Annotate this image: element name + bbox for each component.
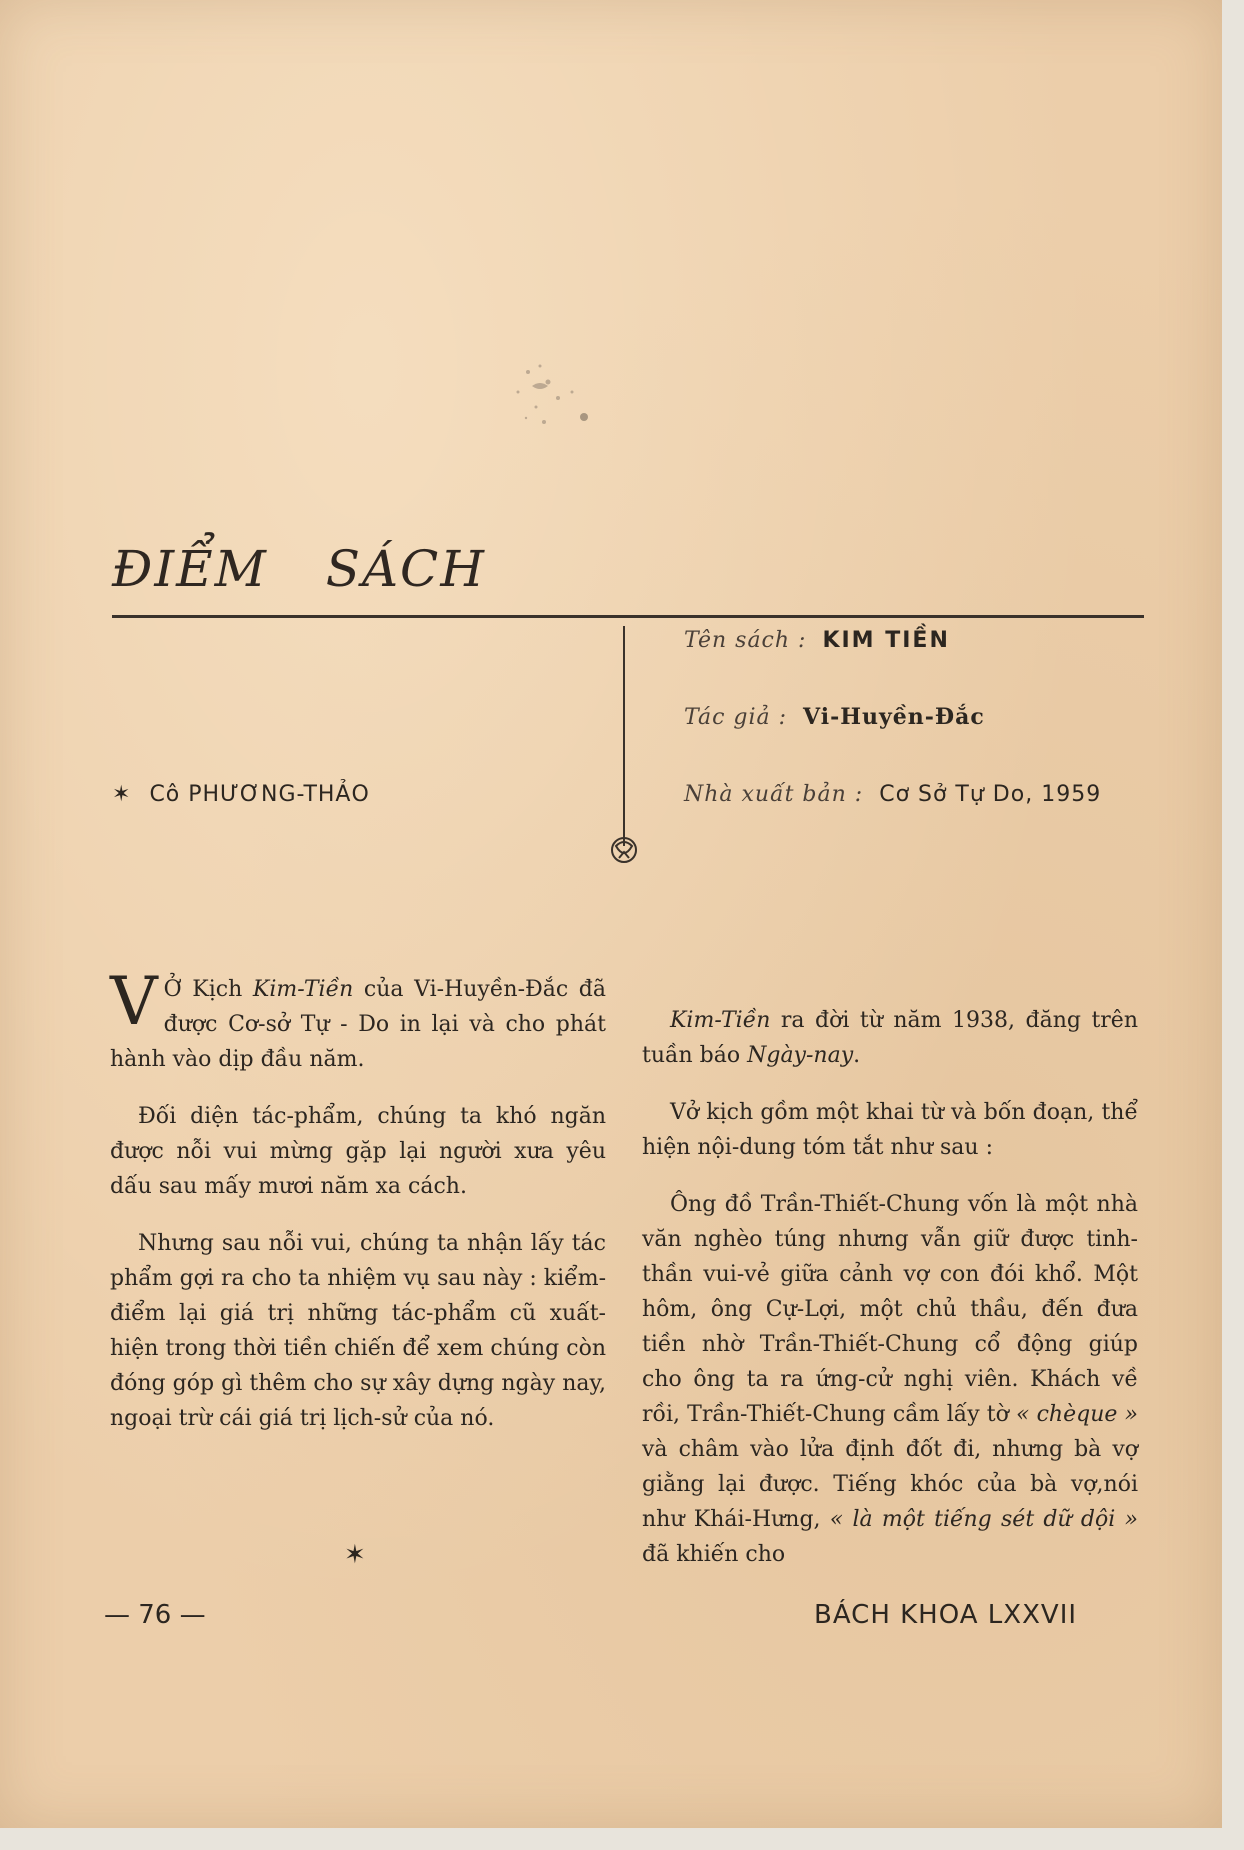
paragraph-text: ra đời từ năm 1938, đăng trên tuần báo — [642, 1008, 1138, 1068]
decorative-ornament-icon — [488, 352, 608, 462]
drop-cap: V — [110, 963, 158, 1040]
paragraph-text: và châm vào lửa định đốt đi, nhưng bà vợ giằng lại được. Tiếng khóc của bà vợ,nói như Khái-Hưng, — [642, 1437, 1138, 1532]
title-rule — [112, 615, 1144, 618]
end-star-icon: ✶ — [344, 1540, 366, 1570]
book-author-row — [684, 704, 985, 730]
paragraph: Nhưng sau nỗi vui, chúng ta nhận lấy tác phẩm gợi ra cho ta nhiệm vụ sau này : kiểm-điểm lại giá trị những tác-phẩm cũ xuất-hiện trong thời tiền chiến để xem chúng còn đóng góp gì thêm cho sự xây dựng ngày nay, ngoại trừ cái giá trị lịch-sử của nó. — [110, 1231, 606, 1431]
book-publisher-label: Nhà xuất bản : — [684, 782, 864, 807]
paragraph-text: . — [853, 1043, 861, 1068]
star-icon: ✶ — [112, 782, 132, 807]
paragraph: Đối diện tác-phẩm, chúng ta khó ngăn được nỗi vui mừng gặp lại người xưa yêu dấu sau mấy mươi năm xa cách. — [110, 1104, 606, 1199]
floral-ornament-icon — [606, 832, 642, 868]
book-title-label: Tên sách : — [684, 628, 807, 653]
section-title: ĐIỂM SÁCH — [112, 540, 486, 598]
book-publisher-value: Cơ Sở Tự Do, 1959 — [879, 782, 1102, 807]
article-column-left — [110, 963, 606, 1458]
italic-title: Kim-Tiền — [252, 977, 354, 1002]
paragraph-text: Ông đồ Trần-Thiết-Chung vốn là một nhà văn nghèo túng nhưng vẫn giữ được tinh-thần vui-vẻ giữa cảnh vợ con đói khổ. Một hôm, ông Cự-Lợi, một chủ thầu, đến đưa tiền nhờ Trần-Thiết-Chung cổ động giúp cho ông ta ra ứng-cử nghị viên. Khách về rồi, Trần-Thiết-Chung cầm lấy tờ — [642, 1192, 1138, 1427]
book-title-value: KIM TIỀN — [822, 628, 950, 653]
book-title-row — [684, 628, 950, 653]
journal-name: BÁCH KHOA LXXVII — [814, 1600, 1078, 1630]
paragraph: Vở kịch gồm một khai từ và bốn đoạn, thể hiện nội-dung tóm tắt như sau : — [642, 1100, 1138, 1160]
byline — [112, 782, 370, 807]
italic-title: Ngày-nay — [747, 1043, 854, 1068]
italic-title: Kim-Tiền — [670, 1008, 771, 1033]
article-column-right — [642, 1003, 1138, 1594]
paragraph — [642, 1003, 1138, 1073]
page-number: — 76 — — [104, 1600, 206, 1630]
column-divider — [623, 626, 625, 846]
paragraph — [110, 963, 606, 1077]
italic-quote: « chèque » — [1016, 1402, 1138, 1427]
book-author-label: Tác giả : — [684, 705, 788, 730]
byline-author: Cô PHƯƠNG-THẢO — [149, 782, 370, 807]
book-author-value: Vi-Huyền-Đắc — [803, 704, 985, 730]
italic-quote: « là một tiếng sét dữ dội » — [829, 1507, 1138, 1532]
paragraph-text: của Vi-Huyền-Đắc đã được Cơ-sở Tự - Do in lại và cho phát hành vào dịp đầu năm. — [110, 977, 606, 1072]
paragraph-text: Ở Kịch — [163, 977, 243, 1002]
paragraph — [642, 1187, 1138, 1572]
book-publisher-row — [684, 782, 1101, 807]
paragraph-text: đã khiến cho — [642, 1542, 786, 1567]
